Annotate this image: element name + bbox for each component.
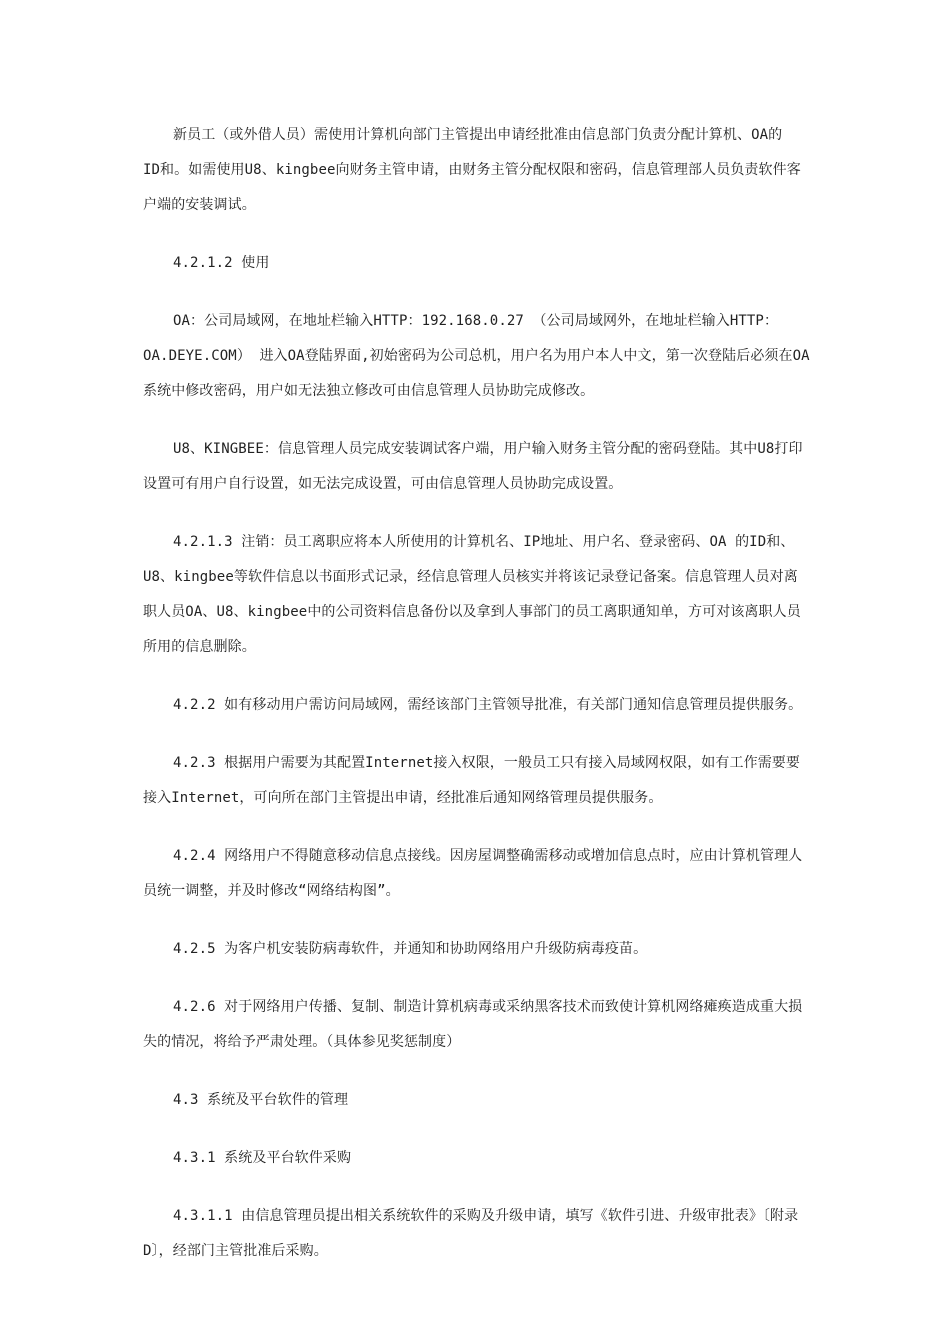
paragraph-section-4-2-1-3 xyxy=(143,525,811,665)
paragraph-section-4-3 xyxy=(143,1083,811,1118)
section-heading: 4.3.1 系统及平台软件采购 xyxy=(173,1150,352,1166)
text-line: 4.2.1.3 注销：员工离职应将本人所使用的计算机名、IP地址、用户名、登录密码、OA 的ID和、 xyxy=(173,534,795,550)
paragraph-section-4-2-4 xyxy=(143,839,811,909)
section-heading: 4.2.1.2 使用 xyxy=(173,255,270,271)
paragraph-section-4-3-1 xyxy=(143,1141,811,1176)
text-line: U8、kingbee等软件信息以书面形式记录，经信息管理人员核实并将该记录登记备案。信息管理人员对离 xyxy=(143,569,798,585)
text-line: 员统一调整，并及时修改“网络结构图”。 xyxy=(143,883,400,899)
text-line: 4.3.1.1 由信息管理员提出相关系统软件的采购及升级申请，填写《软件引进、升级审批表》〔附录 xyxy=(173,1208,799,1224)
paragraph-section-4-3-1-1 xyxy=(143,1199,811,1269)
text-line: 接入Internet，可向所在部门主管提出申请，经批准后通知网络管理员提供服务。 xyxy=(143,790,663,806)
text-line: 4.2.2 如有移动用户需访问局域网，需经该部门主管领导批准，有关部门通知信息管理员提供服务。 xyxy=(173,697,803,713)
text-line: U8、KINGBEE：信息管理人员完成安装调试客户端，用户输入财务主管分配的密码登陆。其中U8打印 xyxy=(173,441,803,457)
text-line: 4.2.3 根据用户需要为其配置Internet接入权限，一般员工只有接入局域网权限，如有工作需要要 xyxy=(173,755,800,771)
text-line: ID和。如需使用U8、kingbee向财务主管申请，由财务主管分配权限和密码，信息管理部人员负责软件客 xyxy=(143,162,801,178)
paragraph-section-4-2-1-2 xyxy=(143,246,811,281)
paragraph-section-4-2-5 xyxy=(143,932,811,967)
text-line: 4.2.4 网络用户不得随意移动信息点接线。因房屋调整确需移动或增加信息点时，应由计算机管理人 xyxy=(173,848,803,864)
section-heading: 4.3 系统及平台软件的管理 xyxy=(173,1092,349,1108)
text-line: 户端的安装调试。 xyxy=(143,197,256,213)
text-line: OA.DEYE.COM） 进入OA登陆界面,初始密码为公司总机，用户名为用户本人中文，第一次登陆后必须在OA xyxy=(143,348,810,364)
text-line: 新员工（或外借人员）需使用计算机向部门主管提出申请经批准由信息部门负责分配计算机、OA的 xyxy=(173,127,783,143)
text-line: 4.2.5 为客户机安装防病毒软件，并通知和协助网络用户升级防病毒疫苗。 xyxy=(173,941,648,957)
paragraph-section-4-2-3 xyxy=(143,746,811,816)
paragraph-new-staff xyxy=(143,118,811,223)
text-line: 所用的信息删除。 xyxy=(143,639,256,655)
paragraph-section-4-2-2 xyxy=(143,688,811,723)
document-body xyxy=(143,118,811,1292)
text-line: 4.2.6 对于网络用户传播、复制、制造计算机病毒或采纳黑客技术而致使计算机网络瘫痪造成重大损 xyxy=(173,999,803,1015)
text-line: OA：公司局域网，在地址栏输入HTTP：192.168.0.27 （公司局域网外，在地址栏输入HTTP： xyxy=(173,313,779,329)
paragraph-oa xyxy=(143,304,811,409)
text-line: 失的情况，将给予严肃处理。（具体参见奖惩制度） xyxy=(143,1034,461,1050)
text-line: 职人员OA、U8、kingbee中的公司资料信息备份以及拿到人事部门的员工离职通知单，方可对该离职人员 xyxy=(143,604,801,620)
paragraph-u8 xyxy=(143,432,811,502)
text-line: D〕，经部门主管批准后采购。 xyxy=(143,1243,328,1259)
paragraph-section-4-2-6 xyxy=(143,990,811,1060)
text-line: 系统中修改密码，用户如无法独立修改可由信息管理人员协助完成修改。 xyxy=(143,383,595,399)
text-line: 设置可有用户自行设置，如无法完成设置，可由信息管理人员协助完成设置。 xyxy=(143,476,623,492)
